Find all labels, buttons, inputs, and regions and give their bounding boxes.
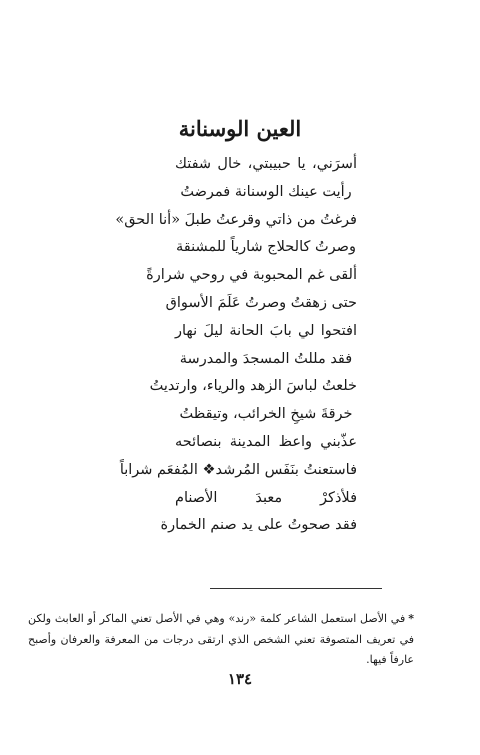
verse-line: حتى زهقتُ وصرتُ عَلَمَ الأسواق <box>165 294 357 311</box>
verse-line: فلأذكرْ معبدَ الأصنام <box>175 489 357 506</box>
verse-line: فقد صحوتُ على يد صنم الخمارة <box>160 517 357 534</box>
footnote-text: في الأصل استعمل الشاعر كلمة «رند» وهي في الأصل تعني الماكر أو العابث ولكن في تعريف المتصوفة تعني الشخص الذي ارتقى درجات من المعرفة والعرفان وأصبح عارفاً فيها. <box>28 612 414 666</box>
poem-title: العين الوسنانة <box>178 116 302 142</box>
page-number: ١٣٤ <box>227 670 253 688</box>
verse-line: فقد مللتُ المسجدَ والمدرسة <box>179 350 353 367</box>
verse-line: افتحوا لي بابَ الحانة ليلَ نهار <box>175 322 357 339</box>
verse-line: رأيت عينك الوسنانة فمرضتُ <box>180 183 352 200</box>
verse-line: فرغتُ من ذاتي وقرعتُ طبلَ «أنا الحق» <box>115 211 357 228</box>
verse-line: فاستعنتُ بنَفَس المُرشد❖ المُفعَم شراباً <box>119 461 357 478</box>
footnote-marker: * <box>408 612 414 625</box>
footnote-divider <box>210 588 382 589</box>
verse-line: خلعتُ لباسَ الزهد والرياء، وارتديتُ <box>149 378 357 395</box>
verse-line: أسرَني، يا حبيبتي، خال شفتك <box>175 156 357 172</box>
verse-line: وصرتُ كالحلاج شارياً للمشنقة <box>176 239 356 256</box>
verse-line: عذّبني واعظ المدينة بنصائحه <box>175 433 357 450</box>
footnote <box>28 609 414 671</box>
verse-line: ألقى غم المحبوبة في روحي شرارةً <box>146 267 357 284</box>
poem-verses <box>115 151 357 540</box>
verse-line: خرقةَ شيخِ الخرائب، وتيقظتُ <box>179 406 353 423</box>
